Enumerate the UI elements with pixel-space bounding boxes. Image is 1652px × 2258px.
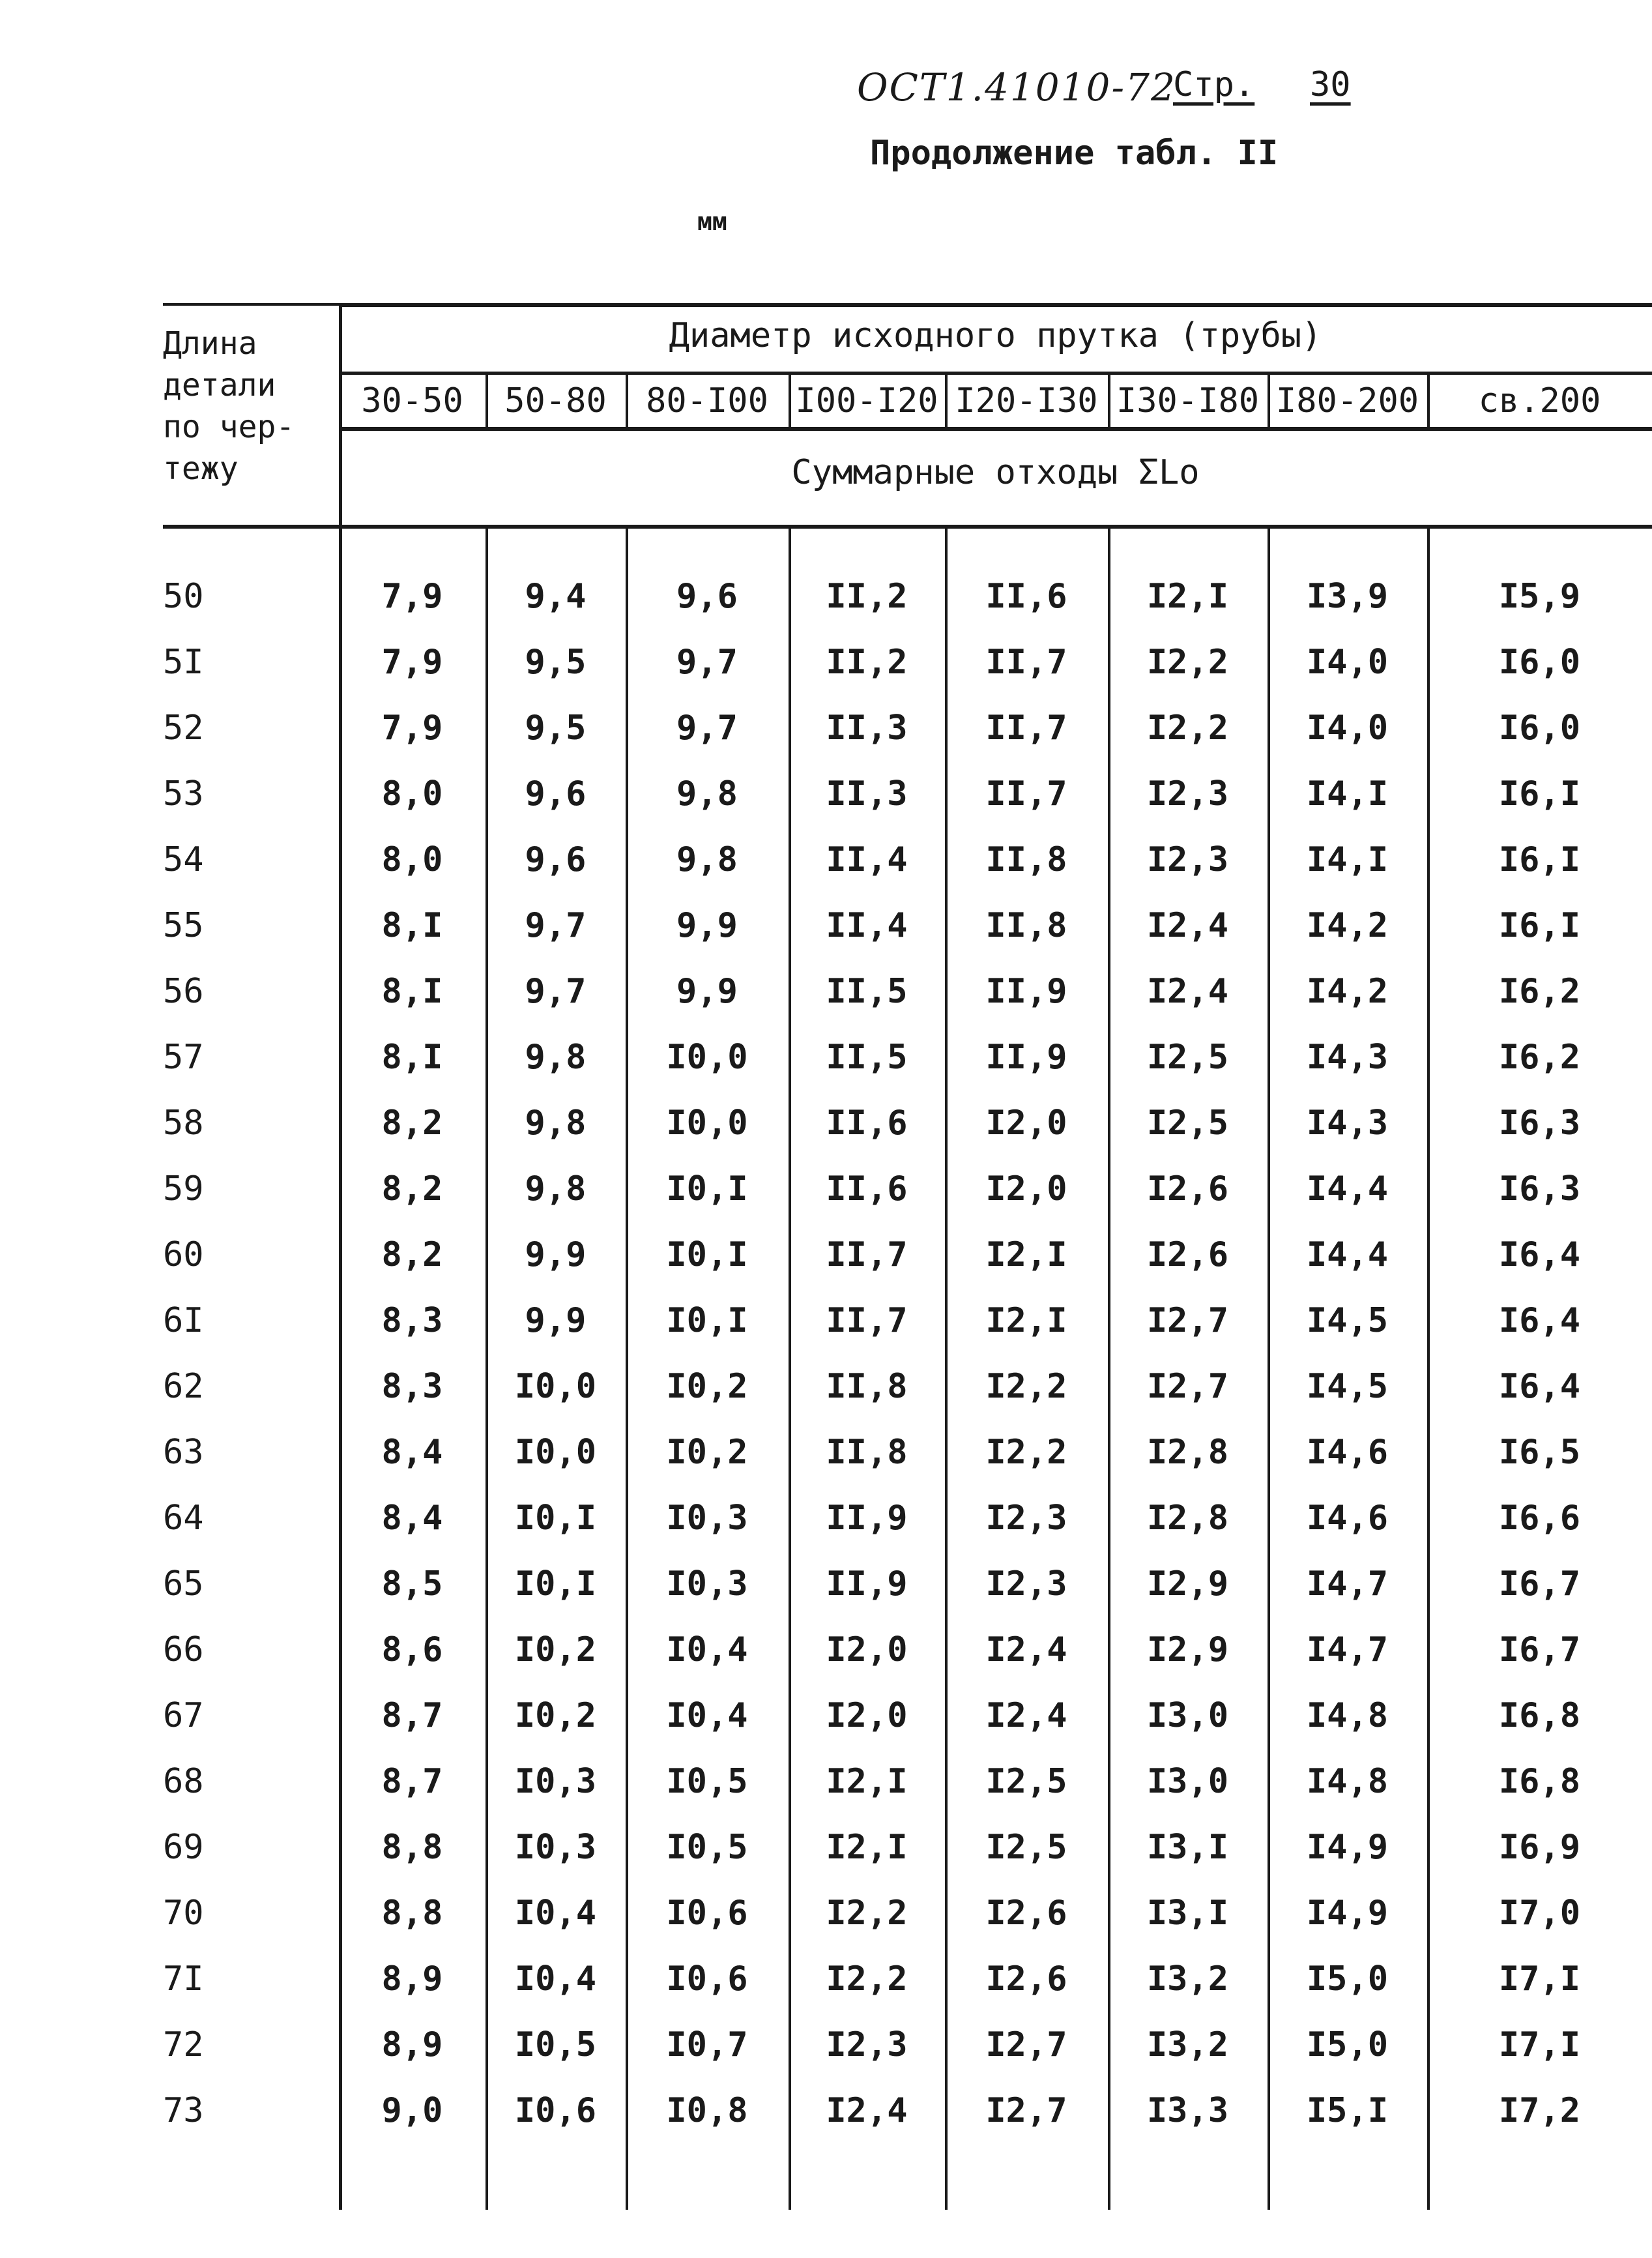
table-cell: 8,8 xyxy=(381,1828,443,1867)
table-cell: I6,8 xyxy=(1498,1762,1581,1801)
table-cell: I2,5 xyxy=(985,1762,1067,1801)
table-cell: I2,9 xyxy=(1146,1564,1229,1604)
table-cell: II,9 xyxy=(826,1499,908,1538)
table-cell: I4,9 xyxy=(1306,1828,1389,1867)
table-cell: I2,2 xyxy=(985,1367,1067,1406)
table-cell: I0,0 xyxy=(514,1367,597,1406)
table-cell: I6,3 xyxy=(1498,1169,1581,1209)
table-cell: II,3 xyxy=(826,709,908,748)
row-length-cell: 60 xyxy=(163,1235,204,1274)
table-cell: 8,2 xyxy=(381,1235,443,1274)
table-cell: I6,9 xyxy=(1498,1828,1581,1867)
table-cell: I4,3 xyxy=(1306,1104,1389,1143)
table-cell: I2,7 xyxy=(985,2091,1067,2130)
table-cell: I4,3 xyxy=(1306,1038,1389,1077)
table-cell: I2,I xyxy=(985,1235,1067,1274)
table-cell: I7,0 xyxy=(1498,1894,1581,1933)
row-length-cell: 52 xyxy=(163,709,204,748)
table-cell: II,7 xyxy=(985,643,1067,682)
table-cell: 9,5 xyxy=(525,643,587,682)
header-divider-rule xyxy=(339,427,1652,431)
table-cell: I2,3 xyxy=(826,2025,908,2064)
column-header: 80-I00 xyxy=(646,381,768,420)
row-length-cell: 62 xyxy=(163,1367,204,1406)
page-number: 30 xyxy=(1310,65,1351,104)
table-cell: 8,0 xyxy=(381,774,443,814)
table-cell: II,4 xyxy=(826,840,908,879)
table-cell: I0,3 xyxy=(666,1499,748,1538)
table-cell: I0,0 xyxy=(666,1038,748,1077)
table-cell: I2,0 xyxy=(826,1630,908,1669)
table-cell: 8,2 xyxy=(381,1104,443,1143)
table-cell: II,2 xyxy=(826,577,908,616)
table-cell: I0,0 xyxy=(514,1433,597,1472)
row-length-cell: 68 xyxy=(163,1762,204,1801)
column-header: I00-I20 xyxy=(795,381,938,420)
row-length-cell: 56 xyxy=(163,972,204,1011)
row-length-cell: 67 xyxy=(163,1696,204,1735)
column-header: 50-80 xyxy=(504,381,607,420)
table-cell: I6,7 xyxy=(1498,1630,1581,1669)
table-cell: I3,0 xyxy=(1146,1762,1229,1801)
table-cell: I2,4 xyxy=(985,1630,1067,1669)
table-cell: I2,6 xyxy=(1146,1169,1229,1209)
table-cell: I0,8 xyxy=(666,2091,748,2130)
page-label: Стр. xyxy=(1173,65,1255,104)
column-header: I30-I80 xyxy=(1116,381,1260,420)
table-cell: I6,4 xyxy=(1498,1235,1581,1274)
table-cell: 9,7 xyxy=(525,906,587,945)
table-cell: 8,7 xyxy=(381,1762,443,1801)
table-cell: I0,I xyxy=(514,1564,597,1604)
table-cell: II,7 xyxy=(826,1235,908,1274)
unit-label: мм xyxy=(697,207,727,236)
table-cell: I2,2 xyxy=(826,1894,908,1933)
table-cell: I2,8 xyxy=(1146,1499,1229,1538)
table-cell: I2,7 xyxy=(1146,1367,1229,1406)
table-cell: II,8 xyxy=(985,840,1067,879)
table-cell: II,6 xyxy=(985,577,1067,616)
table-cell: I2,8 xyxy=(1146,1433,1229,1472)
table-cell: 8,I xyxy=(381,972,443,1011)
table-cell: I4,0 xyxy=(1306,709,1389,748)
table-cell: I4,8 xyxy=(1306,1696,1389,1735)
table-cell: 9,7 xyxy=(676,643,738,682)
table-cell: 7,9 xyxy=(381,577,443,616)
table-cell: 9,8 xyxy=(525,1169,587,1209)
sub-header: Суммарные отходы ΣLo xyxy=(791,453,1200,492)
table-cell: II,8 xyxy=(985,906,1067,945)
document-code: ОСТ1.41010-72 xyxy=(857,65,1176,110)
table-cell: I4,8 xyxy=(1306,1762,1389,1801)
table-cell: II,9 xyxy=(985,972,1067,1011)
table-cell: I2,I xyxy=(1146,577,1229,616)
table-cell: 9,8 xyxy=(525,1104,587,1143)
table-cell: I2,I xyxy=(826,1762,908,1801)
header-divider-rule xyxy=(339,372,1652,375)
row-length-cell: 57 xyxy=(163,1038,204,1077)
table-cell: II,9 xyxy=(826,1564,908,1604)
table-cell: I0,5 xyxy=(514,2025,597,2064)
table-cell: 9,9 xyxy=(525,1301,587,1340)
table-cell: I4,7 xyxy=(1306,1564,1389,1604)
row-length-cell: 5I xyxy=(163,643,204,682)
table-cell: I2,6 xyxy=(1146,1235,1229,1274)
table-cell: I4,0 xyxy=(1306,643,1389,682)
table-cell: I2,6 xyxy=(985,1894,1067,1933)
row-length-cell: 58 xyxy=(163,1104,204,1143)
table-cell: I0,4 xyxy=(666,1630,748,1669)
table-cell: I6,I xyxy=(1498,774,1581,814)
table-cell: I6,2 xyxy=(1498,972,1581,1011)
table-cell: I2,9 xyxy=(1146,1630,1229,1669)
table-cell: I2,2 xyxy=(1146,709,1229,748)
table-top-rule-left xyxy=(163,303,339,306)
table-cell: I4,4 xyxy=(1306,1169,1389,1209)
table-cell: I2,I xyxy=(826,1828,908,1867)
table-cell: I2,4 xyxy=(1146,906,1229,945)
table-cell: I0,2 xyxy=(666,1367,748,1406)
table-cell: I6,4 xyxy=(1498,1301,1581,1340)
table-cell: I3,2 xyxy=(1146,1959,1229,1999)
table-cell: I4,I xyxy=(1306,774,1389,814)
table-cell: I2,6 xyxy=(985,1959,1067,1999)
table-cell: I0,0 xyxy=(666,1104,748,1143)
row-length-cell: 69 xyxy=(163,1828,204,1867)
row-length-cell: 54 xyxy=(163,840,204,879)
table-cell: 7,9 xyxy=(381,643,443,682)
table-cell: 9,8 xyxy=(525,1038,587,1077)
table-cell: I6,8 xyxy=(1498,1696,1581,1735)
table-cell: I7,I xyxy=(1498,1959,1581,1999)
table-cell: I0,6 xyxy=(514,2091,597,2130)
table-cell: I0,I xyxy=(666,1235,748,1274)
column-header: I80-200 xyxy=(1275,381,1419,420)
table-cell: I6,2 xyxy=(1498,1038,1581,1077)
table-cell: I2,5 xyxy=(985,1828,1067,1867)
table-cell: I2,2 xyxy=(1146,643,1229,682)
table-cell: I6,6 xyxy=(1498,1499,1581,1538)
table-cell: II,8 xyxy=(826,1367,908,1406)
table-cell: I0,I xyxy=(514,1499,597,1538)
table-cell: I0,5 xyxy=(666,1828,748,1867)
table-cell: II,7 xyxy=(985,709,1067,748)
table-cell: I0,4 xyxy=(666,1696,748,1735)
table-cell: 9,4 xyxy=(525,577,587,616)
table-cell: I0,5 xyxy=(666,1762,748,1801)
table-cell: 8,9 xyxy=(381,1959,443,1999)
table-cell: I2,0 xyxy=(826,1696,908,1735)
table-cell: II,7 xyxy=(826,1301,908,1340)
table-cell: I0,2 xyxy=(514,1696,597,1735)
table-cell: I0,3 xyxy=(666,1564,748,1604)
row-length-cell: 50 xyxy=(163,577,204,616)
table-cell: 8,5 xyxy=(381,1564,443,1604)
table-cell: I2,5 xyxy=(1146,1038,1229,1077)
table-cell: 8,0 xyxy=(381,840,443,879)
table-cell: I0,I xyxy=(666,1169,748,1209)
table-cell: I7,2 xyxy=(1498,2091,1581,2130)
table-cell: 8,6 xyxy=(381,1630,443,1669)
table-cell: I6,5 xyxy=(1498,1433,1581,1472)
row-length-cell: 70 xyxy=(163,1894,204,1933)
column-header: 30-50 xyxy=(361,381,463,420)
table-cell: I6,I xyxy=(1498,840,1581,879)
table-cell: II,8 xyxy=(826,1433,908,1472)
table-cell: I6,0 xyxy=(1498,643,1581,682)
table-cell: 9,8 xyxy=(676,774,738,814)
table-cell: 9,7 xyxy=(525,972,587,1011)
row-length-cell: 65 xyxy=(163,1564,204,1604)
table-cell: I4,9 xyxy=(1306,1894,1389,1933)
row-length-cell: 53 xyxy=(163,774,204,814)
table-cell: I2,3 xyxy=(985,1564,1067,1604)
row-header-label: Длина детали по чер- тежу xyxy=(163,325,295,487)
table-cell: I2,2 xyxy=(826,1959,908,1999)
table-cell: 9,9 xyxy=(676,906,738,945)
table-cell: 8,9 xyxy=(381,2025,443,2064)
table-cell: 9,5 xyxy=(525,709,587,748)
table-cell: I2,2 xyxy=(985,1433,1067,1472)
table-cell: I0,2 xyxy=(514,1630,597,1669)
table-cell: 9,6 xyxy=(676,577,738,616)
table-cell: II,7 xyxy=(985,774,1067,814)
table-cell: 9,6 xyxy=(525,840,587,879)
group-header: Диаметр исходного прутка (трубы) xyxy=(669,316,1322,355)
table-cell: 9,9 xyxy=(676,972,738,1011)
table-cell: I7,I xyxy=(1498,2025,1581,2064)
table-cell: I2,5 xyxy=(1146,1104,1229,1143)
table-cell: 8,3 xyxy=(381,1367,443,1406)
table-cell: I3,I xyxy=(1146,1828,1229,1867)
table-cell: I2,0 xyxy=(985,1104,1067,1143)
table-cell: II,6 xyxy=(826,1169,908,1209)
table-cell: I2,3 xyxy=(1146,774,1229,814)
table-cell: I5,0 xyxy=(1306,1959,1389,1999)
table-cell: II,4 xyxy=(826,906,908,945)
table-cell: I4,I xyxy=(1306,840,1389,879)
table-cell: 9,6 xyxy=(525,774,587,814)
table-cell: 8,2 xyxy=(381,1169,443,1209)
table-cell: I3,2 xyxy=(1146,2025,1229,2064)
table-cell: I0,2 xyxy=(666,1433,748,1472)
table-cell: I4,4 xyxy=(1306,1235,1389,1274)
row-length-cell: 7I xyxy=(163,1959,204,1999)
table-cell: I0,I xyxy=(666,1301,748,1340)
table-cell: I0,4 xyxy=(514,1959,597,1999)
table-cell: I5,0 xyxy=(1306,2025,1389,2064)
row-length-cell: 73 xyxy=(163,2091,204,2130)
table-cell: II,9 xyxy=(985,1038,1067,1077)
table-cell: I2,7 xyxy=(1146,1301,1229,1340)
row-length-cell: 59 xyxy=(163,1169,204,1209)
row-length-cell: 66 xyxy=(163,1630,204,1669)
table-cell: I0,3 xyxy=(514,1828,597,1867)
table-cell: I2,3 xyxy=(1146,840,1229,879)
table-cell: 9,7 xyxy=(676,709,738,748)
table-cell: 8,I xyxy=(381,1038,443,1077)
table-cell: I6,3 xyxy=(1498,1104,1581,1143)
table-cell: I3,I xyxy=(1146,1894,1229,1933)
column-header: св.200 xyxy=(1478,381,1601,420)
table-cell: I2,I xyxy=(985,1301,1067,1340)
table-cell: I3,9 xyxy=(1306,577,1389,616)
table-cell: I0,4 xyxy=(514,1894,597,1933)
table-cell: I4,6 xyxy=(1306,1433,1389,1472)
table-cell: 8,4 xyxy=(381,1433,443,1472)
table-cell: I0,7 xyxy=(666,2025,748,2064)
table-cell: I2,4 xyxy=(985,1696,1067,1735)
table-cell: I0,3 xyxy=(514,1762,597,1801)
table-cell: I4,2 xyxy=(1306,906,1389,945)
table-cell: 7,9 xyxy=(381,709,443,748)
table-cell: 8,7 xyxy=(381,1696,443,1735)
table-cell: II,3 xyxy=(826,774,908,814)
table-cell: 9,9 xyxy=(525,1235,587,1274)
table-cell: II,5 xyxy=(826,1038,908,1077)
table-cell: 8,3 xyxy=(381,1301,443,1340)
row-length-cell: 63 xyxy=(163,1433,204,1472)
table-cell: I2,4 xyxy=(1146,972,1229,1011)
table-cell: II,6 xyxy=(826,1104,908,1143)
table-cell: I6,0 xyxy=(1498,709,1581,748)
table-cell: I3,3 xyxy=(1146,2091,1229,2130)
table-cell: II,5 xyxy=(826,972,908,1011)
column-header: I20-I30 xyxy=(955,381,1098,420)
table-cell: I0,6 xyxy=(666,1894,748,1933)
table-cell: I3,0 xyxy=(1146,1696,1229,1735)
table-cell: I4,7 xyxy=(1306,1630,1389,1669)
table-cell: II,2 xyxy=(826,643,908,682)
row-length-cell: 72 xyxy=(163,2025,204,2064)
table-cell: I2,3 xyxy=(985,1499,1067,1538)
table-cell: 8,4 xyxy=(381,1499,443,1538)
table-cell: I6,I xyxy=(1498,906,1581,945)
table-cell: I0,6 xyxy=(666,1959,748,1999)
table-cell: I4,6 xyxy=(1306,1499,1389,1538)
table-cell: I4,2 xyxy=(1306,972,1389,1011)
table-cell: 8,I xyxy=(381,906,443,945)
table-continuation-title: Продолжение табл. II xyxy=(870,134,1279,173)
table-cell: I2,7 xyxy=(985,2025,1067,2064)
table-cell: I6,4 xyxy=(1498,1367,1581,1406)
table-cell: 8,8 xyxy=(381,1894,443,1933)
table-cell: 9,8 xyxy=(676,840,738,879)
row-length-cell: 6I xyxy=(163,1301,204,1340)
row-length-cell: 64 xyxy=(163,1499,204,1538)
row-length-cell: 55 xyxy=(163,906,204,945)
table-cell: I6,7 xyxy=(1498,1564,1581,1604)
table-cell: I5,I xyxy=(1306,2091,1389,2130)
table-cell: I2,0 xyxy=(985,1169,1067,1209)
table-cell: I4,5 xyxy=(1306,1301,1389,1340)
table-cell: I5,9 xyxy=(1498,577,1581,616)
table-cell: 9,0 xyxy=(381,2091,443,2130)
table-cell: I2,4 xyxy=(826,2091,908,2130)
table-cell: I4,5 xyxy=(1306,1367,1389,1406)
table-top-rule xyxy=(339,303,1652,307)
